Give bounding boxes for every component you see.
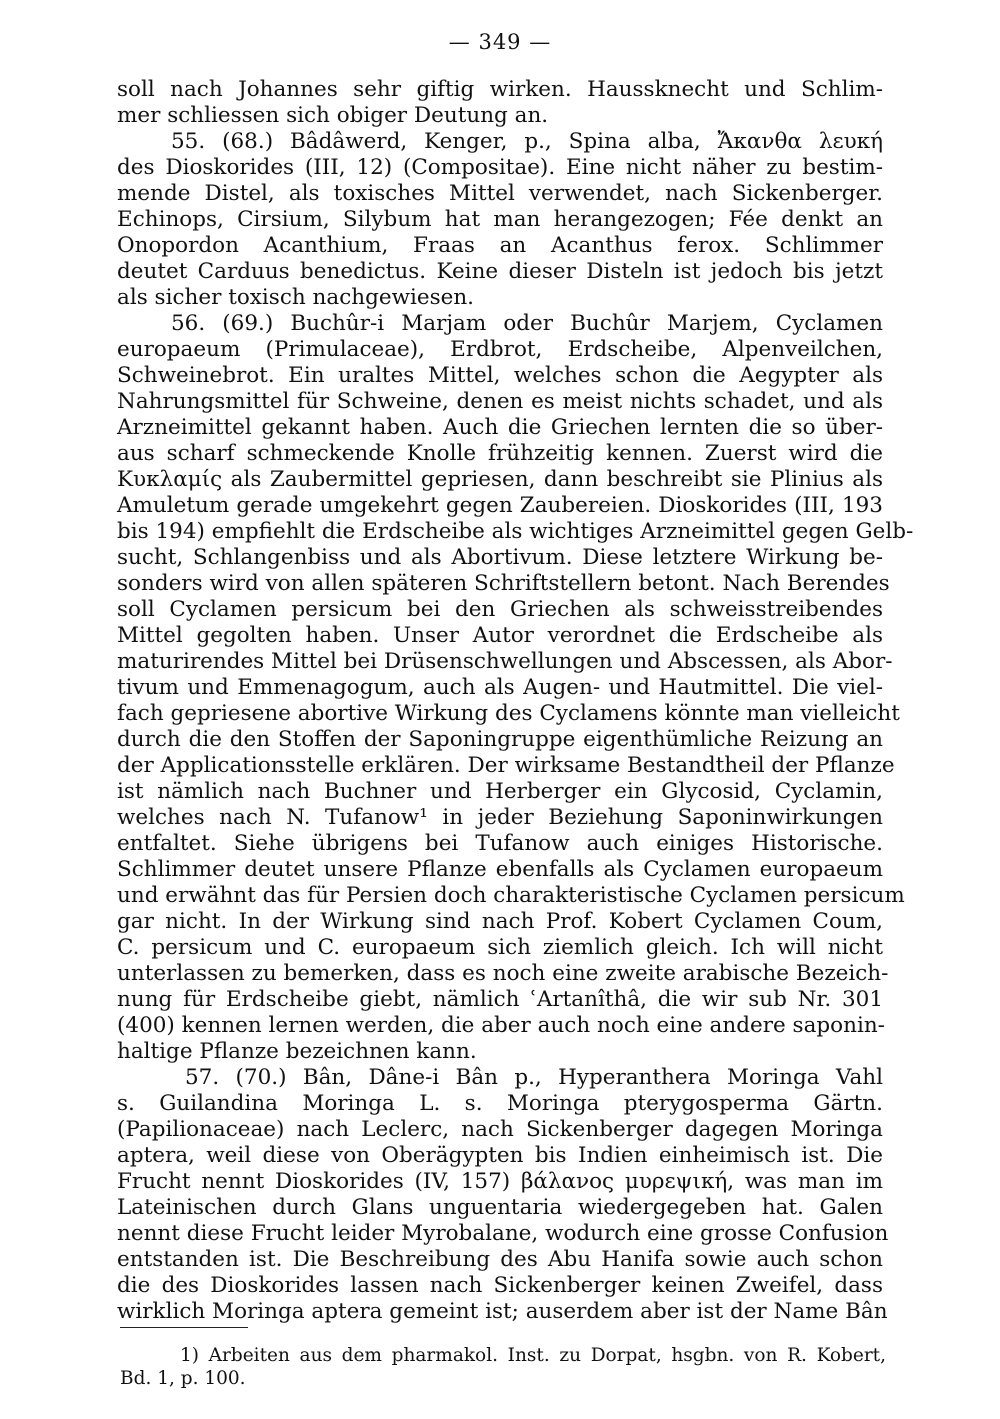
text-line: nennt diese Frucht leider Myrobalane, wodurch eine grosse Confusion bbox=[117, 1221, 889, 1246]
text-line: gar nicht. In der Wirkung sind nach Prof. Kobert Cyclamen Coum, bbox=[117, 909, 883, 934]
text-line: unterlassen zu bemerken, dass es noch eine zweite arabische Bezeich- bbox=[117, 961, 889, 986]
text-line: maturirendes Mittel bei Drüsenschwellungen und Abscessen, als Abor- bbox=[117, 649, 893, 674]
text-line: C. persicum und C. europaeum sich ziemlich gleich. Ich will nicht bbox=[117, 935, 883, 960]
text-line: fach gepriesene abortive Wirkung des Cyclamens könnte man vielleicht bbox=[117, 701, 900, 726]
footnotes bbox=[120, 1344, 886, 1390]
text-line: mende Distel, als toxisches Mittel verwendet, nach Sickenberger. bbox=[117, 181, 883, 206]
text-line: Echinops, Cirsium, Silybum hat man herangezogen; Fée denkt an bbox=[117, 207, 883, 232]
text-line: (Papilionaceae) nach Leclerc, nach Sickenberger dagegen Moringa bbox=[117, 1117, 883, 1142]
text-line: mer schliessen sich obiger Deutung an. bbox=[117, 103, 549, 128]
text-line: aus scharf schmeckende Knolle frühzeitig kennen. Zuerst wird die bbox=[117, 441, 883, 466]
text-line: bis 194) empfiehlt die Erdscheibe als wichtiges Arzneimittel gegen Gelb- bbox=[117, 519, 914, 544]
text-line: und erwähnt das für Persien doch charakteristische Cyclamen persicum bbox=[117, 883, 905, 908]
text-line: entstanden ist. Die Beschreibung des Abu Hanifa sowie auch schon bbox=[117, 1247, 883, 1272]
text-line: sonders wird von allen späteren Schriftstellern betont. Nach Berendes bbox=[117, 571, 890, 596]
text-line: Nahrungsmittel für Schweine, denen es meist nichts schadet, und als bbox=[117, 389, 883, 414]
text-line: als sicher toxisch nachgewiesen. bbox=[117, 285, 475, 310]
text-line: des Dioskorides (III, 12) (Compositae). Eine nicht näher zu bestim- bbox=[117, 155, 883, 180]
text-line: Κυκλαμίς als Zaubermittel gepriesen, dann beschreibt sie Plinius als bbox=[117, 467, 883, 492]
text-line: soll Cyclamen persicum bei den Griechen als schweisstreibendes bbox=[117, 597, 883, 622]
text-line: Schlimmer deutet unsere Pflanze ebenfalls als Cyclamen europaeum bbox=[117, 857, 883, 882]
text-line: europaeum (Primulaceae), Erdbrot, Erdscheibe, Alpenveilchen, bbox=[117, 337, 883, 362]
text-line: die des Dioskorides lassen nach Sickenberger keinen Zweifel, dass bbox=[117, 1273, 883, 1298]
entry-heading-line: 57. (70.) Bân, Dâne-i Bân p., Hyperanthera Moringa Vahl bbox=[185, 1065, 883, 1090]
entry-heading-line: 55. (68.) Bâdâwerd, Kenger, p., Spina alba, Ἄκανθα λευκή bbox=[171, 129, 883, 154]
text-line: sucht, Schlangenbiss und als Abortivum. Diese letztere Wirkung be- bbox=[117, 545, 883, 570]
body-text bbox=[117, 77, 914, 1325]
text-line: tivum und Emmenagogum, auch als Augen- und Hautmittel. Die viel- bbox=[117, 675, 883, 700]
text-line: s. Guilandina Moringa L. s. Moringa pterygosperma Gärtn. bbox=[117, 1091, 883, 1116]
text-line: ist nämlich nach Buchner und Herberger ein Glycosid, Cyclamin, bbox=[117, 779, 883, 804]
text-line: Mittel gegolten haben. Unser Autor verordnet die Erdscheibe als bbox=[117, 623, 883, 648]
text-line: Onopordon Acanthium, Fraas an Acanthus ferox. Schlimmer bbox=[117, 233, 883, 258]
entry-heading-line: 56. (69.) Buchûr-i Marjam oder Buchûr Marjem, Cyclamen bbox=[171, 311, 883, 336]
footnote-divider bbox=[120, 1327, 248, 1328]
text-line: Arzneimittel gekannt haben. Auch die Griechen lernten die so über- bbox=[117, 415, 883, 440]
text-line: welches nach N. Tufanow¹ in jeder Beziehung Saponinwirkungen bbox=[117, 805, 883, 830]
text-line: aptera, weil diese von Oberägypten bis Indien einheimisch ist. Die bbox=[117, 1143, 883, 1168]
text-line: deutet Carduus benedictus. Keine dieser Disteln ist jedoch bis jetzt bbox=[117, 259, 883, 284]
text-line: Frucht nennt Dioskorides (IV, 157) βάλανος μυρεψική, was man im bbox=[117, 1169, 883, 1194]
text-line: durch die den Stoffen der Saponingruppe eigenthümliche Reizung an bbox=[117, 727, 883, 752]
text-line: entfaltet. Siehe übrigens bei Tufanow auch einiges Historische. bbox=[117, 831, 883, 856]
footnote-line: 1) Arbeiten aus dem pharmakol. Inst. zu Dorpat, hsgbn. von R. Kobert, bbox=[180, 1345, 886, 1366]
text-line: Lateinischen durch Glans unguentaria wiedergegeben hat. Galen bbox=[117, 1195, 883, 1220]
text-line: haltige Pflanze bezeichnen kann. bbox=[117, 1039, 477, 1064]
text-line: nung für Erdscheibe giebt, nämlich ʿArtanîthâ, die wir sub Nr. 301 bbox=[117, 987, 883, 1012]
text-line: der Applicationsstelle erklären. Der wirksame Bestandtheil der Pflanze bbox=[117, 753, 895, 778]
text-line: Schweinebrot. Ein uraltes Mittel, welches schon die Aegypter als bbox=[117, 363, 883, 388]
footnote-line: Bd. 1, p. 100. bbox=[120, 1368, 246, 1389]
text-line: Amuletum gerade umgekehrt gegen Zaubereien. Dioskorides (III, 193 bbox=[117, 493, 883, 518]
text-line: soll nach Johannes sehr giftig wirken. Haussknecht und Schlim- bbox=[117, 77, 883, 102]
page-number: — 349 — bbox=[448, 30, 552, 54]
text-line: (400) kennen lernen werden, die aber auch noch eine andere saponin- bbox=[117, 1013, 885, 1038]
text-line: wirklich Moringa aptera gemeint ist; auserdem aber ist der Name Bân bbox=[117, 1299, 888, 1324]
